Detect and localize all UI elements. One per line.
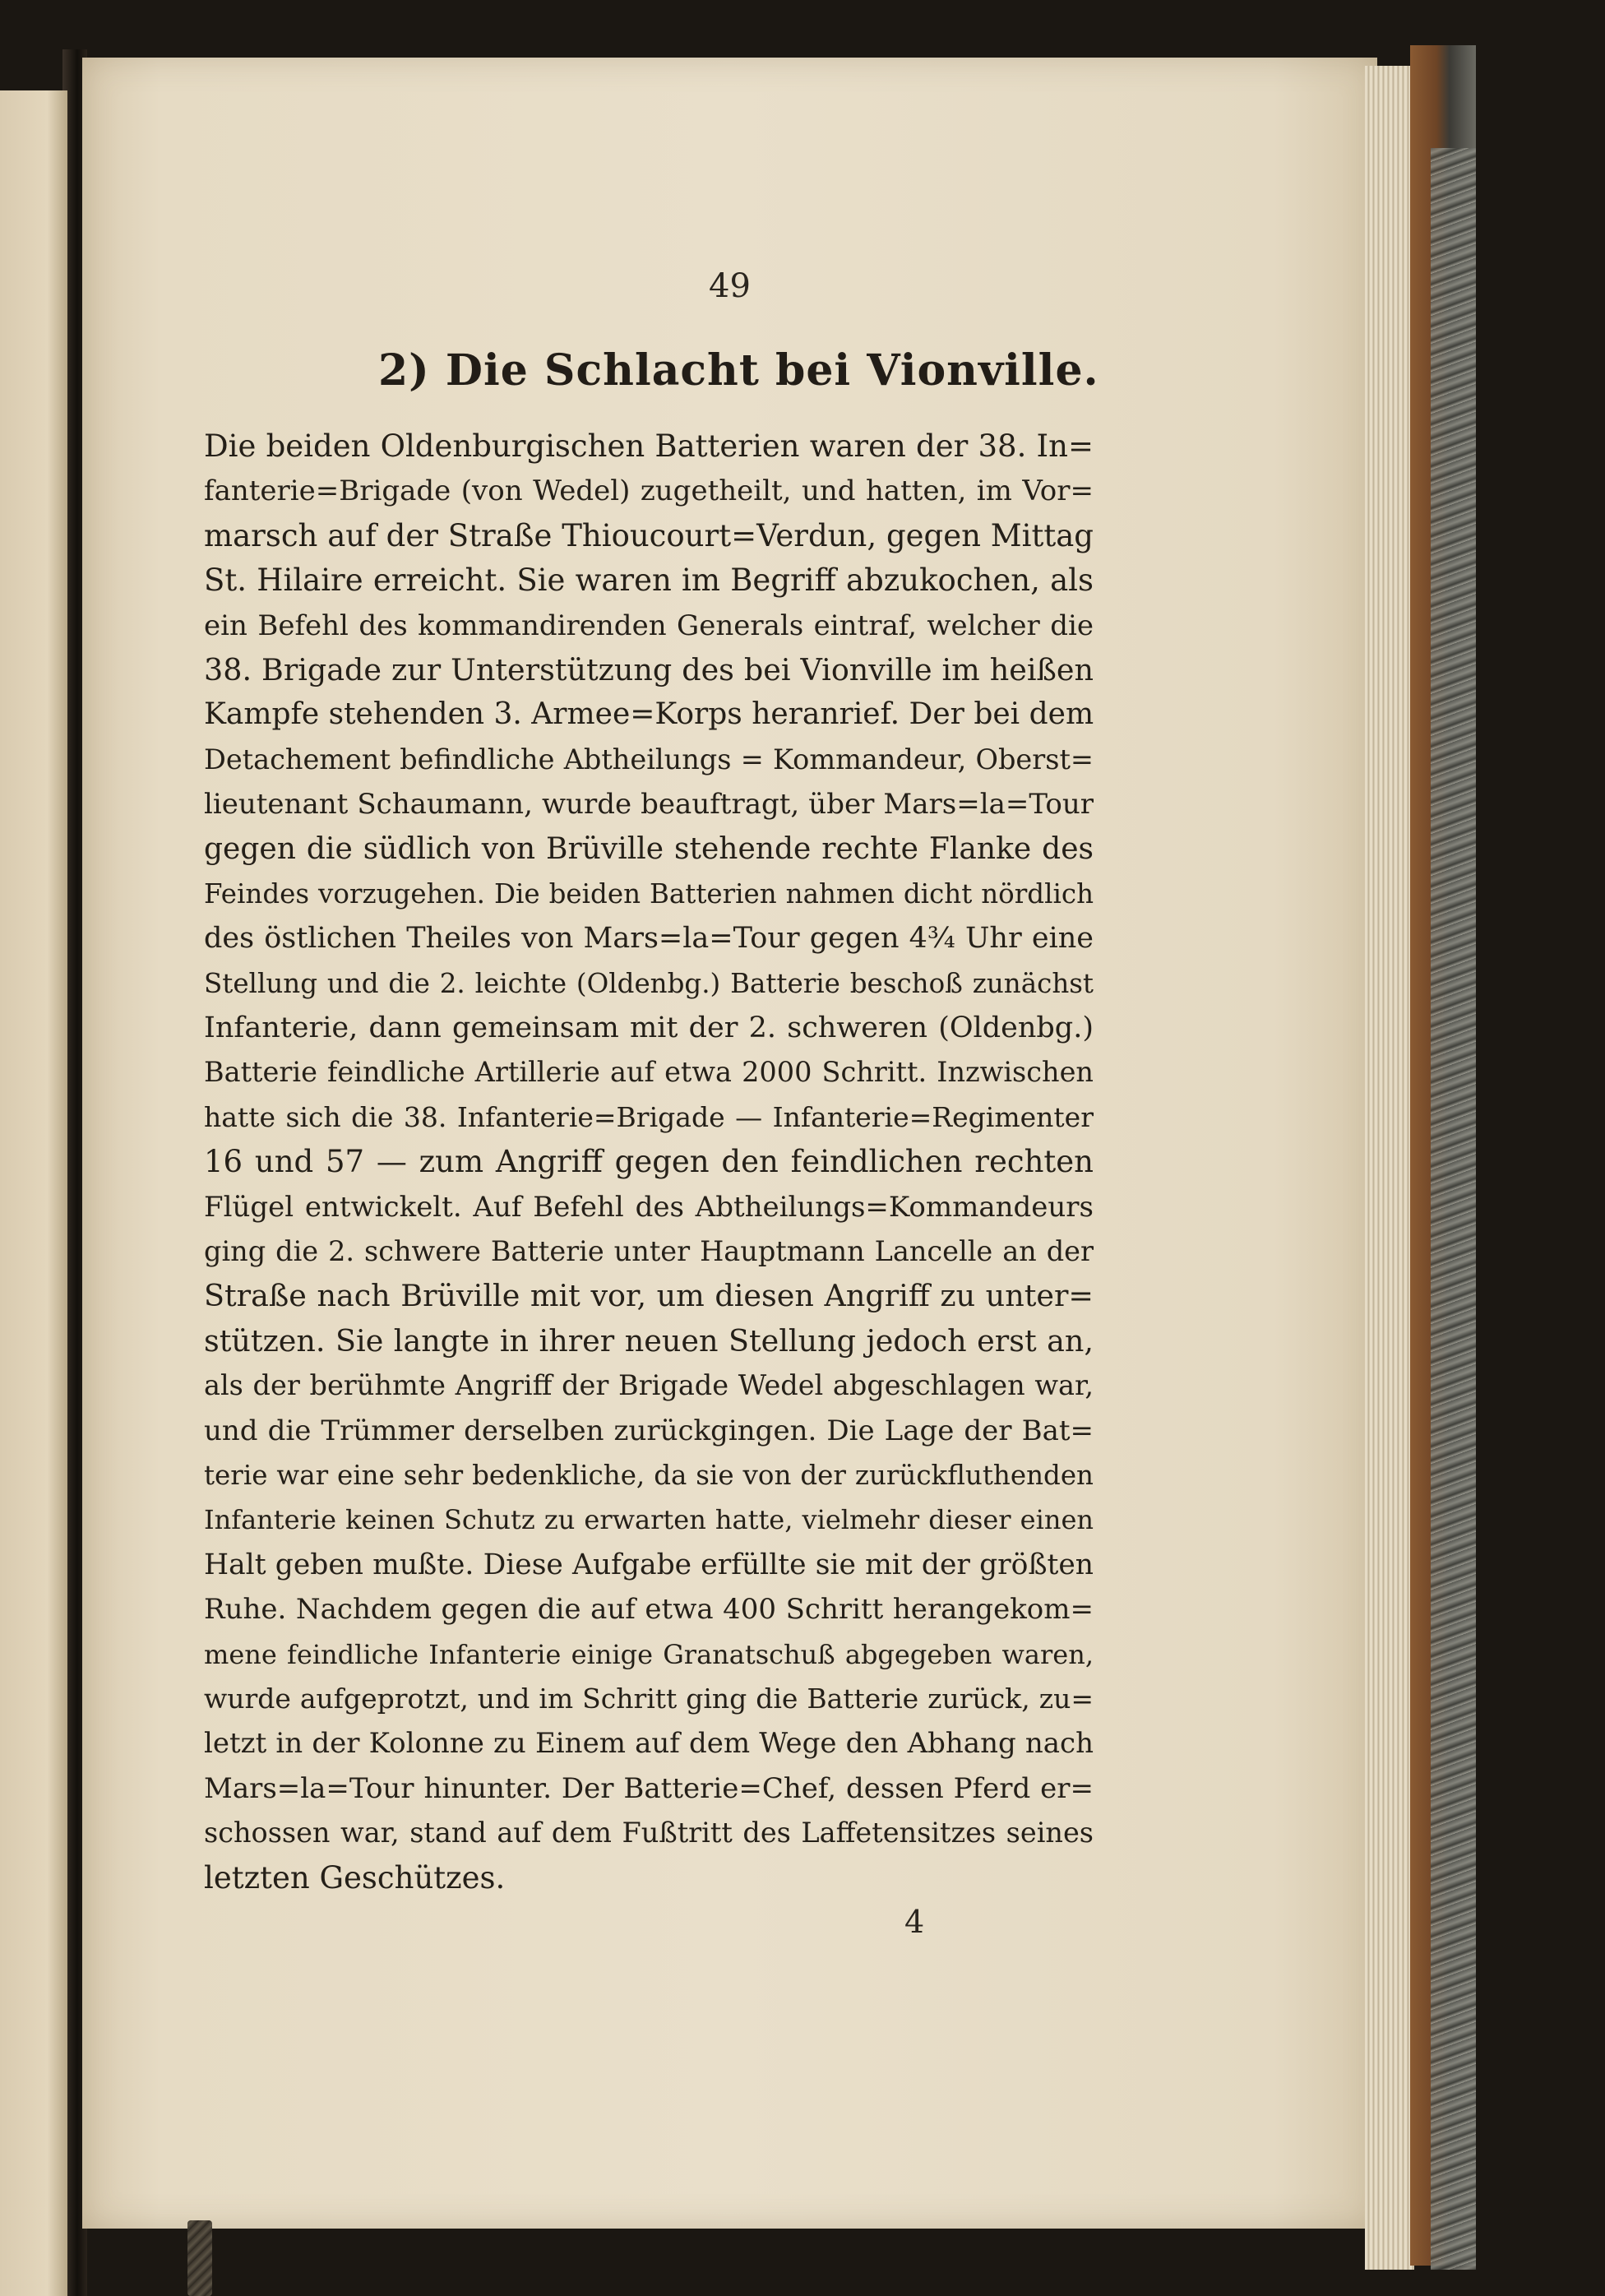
text-line: St. Hilaire erreicht. Sie waren im Begriff abzukochen, als bbox=[204, 562, 1094, 599]
text-line: letzt in der Kolonne zu Einem auf dem Wege den Abhang nach bbox=[204, 1727, 1094, 1761]
text-line: und die Trümmer derselben zurückgingen. Die Lage der Bat= bbox=[204, 1414, 1094, 1447]
text-line: terie war eine sehr bedenkliche, da sie von der zurückfluthenden bbox=[204, 1459, 1094, 1491]
text-line: Straße nach Brüville mit vor, um diesen Angriff zu unter= bbox=[204, 1278, 1094, 1314]
text-line: Feindes vorzugehen. Die beiden Batterien nahmen dicht nördlich bbox=[204, 877, 1094, 910]
text-line: ein Befehl des kommandirenden Generals eintraf, welcher die bbox=[204, 609, 1094, 642]
body-text bbox=[204, 424, 1094, 1900]
text-line: marsch auf der Straße Thioucourt=Verdun, gegen Mittag bbox=[204, 517, 1094, 553]
text-line: 38. Brigade zur Unterstützung des bei Vionville im heißen bbox=[204, 651, 1094, 687]
text-line: Die beiden Oldenburgischen Batterien waren der 38. In= bbox=[204, 428, 1094, 464]
text-line: Halt geben mußte. Diese Aufgabe erfüllte sie mit der größten bbox=[204, 1548, 1094, 1581]
bookmark-ribbon bbox=[187, 2220, 212, 2296]
text-line: lieutenant Schaumann, wurde beauftragt, über Mars=la=Tour bbox=[204, 788, 1094, 822]
text-line: Stellung und die 2. leichte (Oldenbg.) Batterie beschoß zunächst bbox=[204, 967, 1094, 999]
text-line: gegen die südlich von Brüville stehende rechte Flanke des bbox=[204, 831, 1094, 866]
text-line: Infanterie, dann gemeinsam mit der 2. schweren (Oldenbg.) bbox=[204, 1011, 1094, 1045]
page-stack-edges bbox=[1365, 66, 1414, 2270]
text-line: Kampfe stehenden 3. Armee=Korps heranrief. Der bei dem bbox=[204, 697, 1094, 732]
text-line: mene feindliche Infanterie einige Granatschuß abgegeben waren, bbox=[204, 1638, 1094, 1670]
text-line: fanterie=Brigade (von Wedel) zugetheilt, und hatten, im Vor= bbox=[204, 474, 1094, 508]
text-line: Mars=la=Tour hinunter. Der Batterie=Chef, dessen Pferd er= bbox=[204, 1771, 1094, 1805]
left-page-edge bbox=[0, 90, 67, 2296]
text-line: Flügel entwickelt. Auf Befehl des Abtheilungs=Kommandeurs bbox=[204, 1190, 1094, 1224]
text-line: 16 und 57 — zum Angriff gegen den feindlichen rechten bbox=[204, 1144, 1094, 1180]
text-line: ging die 2. schwere Batterie unter Hauptmann Lancelle an der bbox=[204, 1235, 1094, 1268]
text-line: des östlichen Theiles von Mars=la=Tour gegen 4¾ Uhr eine bbox=[204, 922, 1094, 956]
text-line: Infanterie keinen Schutz zu erwarten hatte, vielmehr dieser einen bbox=[204, 1504, 1094, 1536]
text-line: schossen war, stand auf dem Fußtritt des Laffetensitzes seines bbox=[204, 1817, 1094, 1849]
text-line: wurde aufgeprotzt, und im Schritt ging die Batterie zurück, zu= bbox=[204, 1682, 1094, 1715]
text-line: letzten Geschützes. bbox=[204, 1859, 506, 1896]
text-line: hatte sich die 38. Infanterie=Brigade — Infanterie=Regimenter bbox=[204, 1100, 1094, 1133]
signature-mark: 4 bbox=[904, 1904, 925, 1940]
text-line: Detachement befindliche Abtheilungs = Kommandeur, Oberst= bbox=[204, 743, 1094, 775]
text-line: Ruhe. Nachdem gegen die auf etwa 400 Schritt herangekom= bbox=[204, 1593, 1094, 1627]
page-title: 2) Die Schlacht bei Vionville. bbox=[378, 345, 1099, 396]
text-line: als der berühmte Angriff der Brigade Wedel abgeschlagen war, bbox=[204, 1369, 1094, 1402]
marbled-cover bbox=[1431, 148, 1476, 2270]
text-line: Batterie feindliche Artillerie auf etwa 2000 Schritt. Inzwischen bbox=[204, 1056, 1094, 1089]
text-line: stützen. Sie langte in ihrer neuen Stellung jedoch erst an, bbox=[204, 1322, 1094, 1359]
page-number: 49 bbox=[709, 267, 751, 305]
